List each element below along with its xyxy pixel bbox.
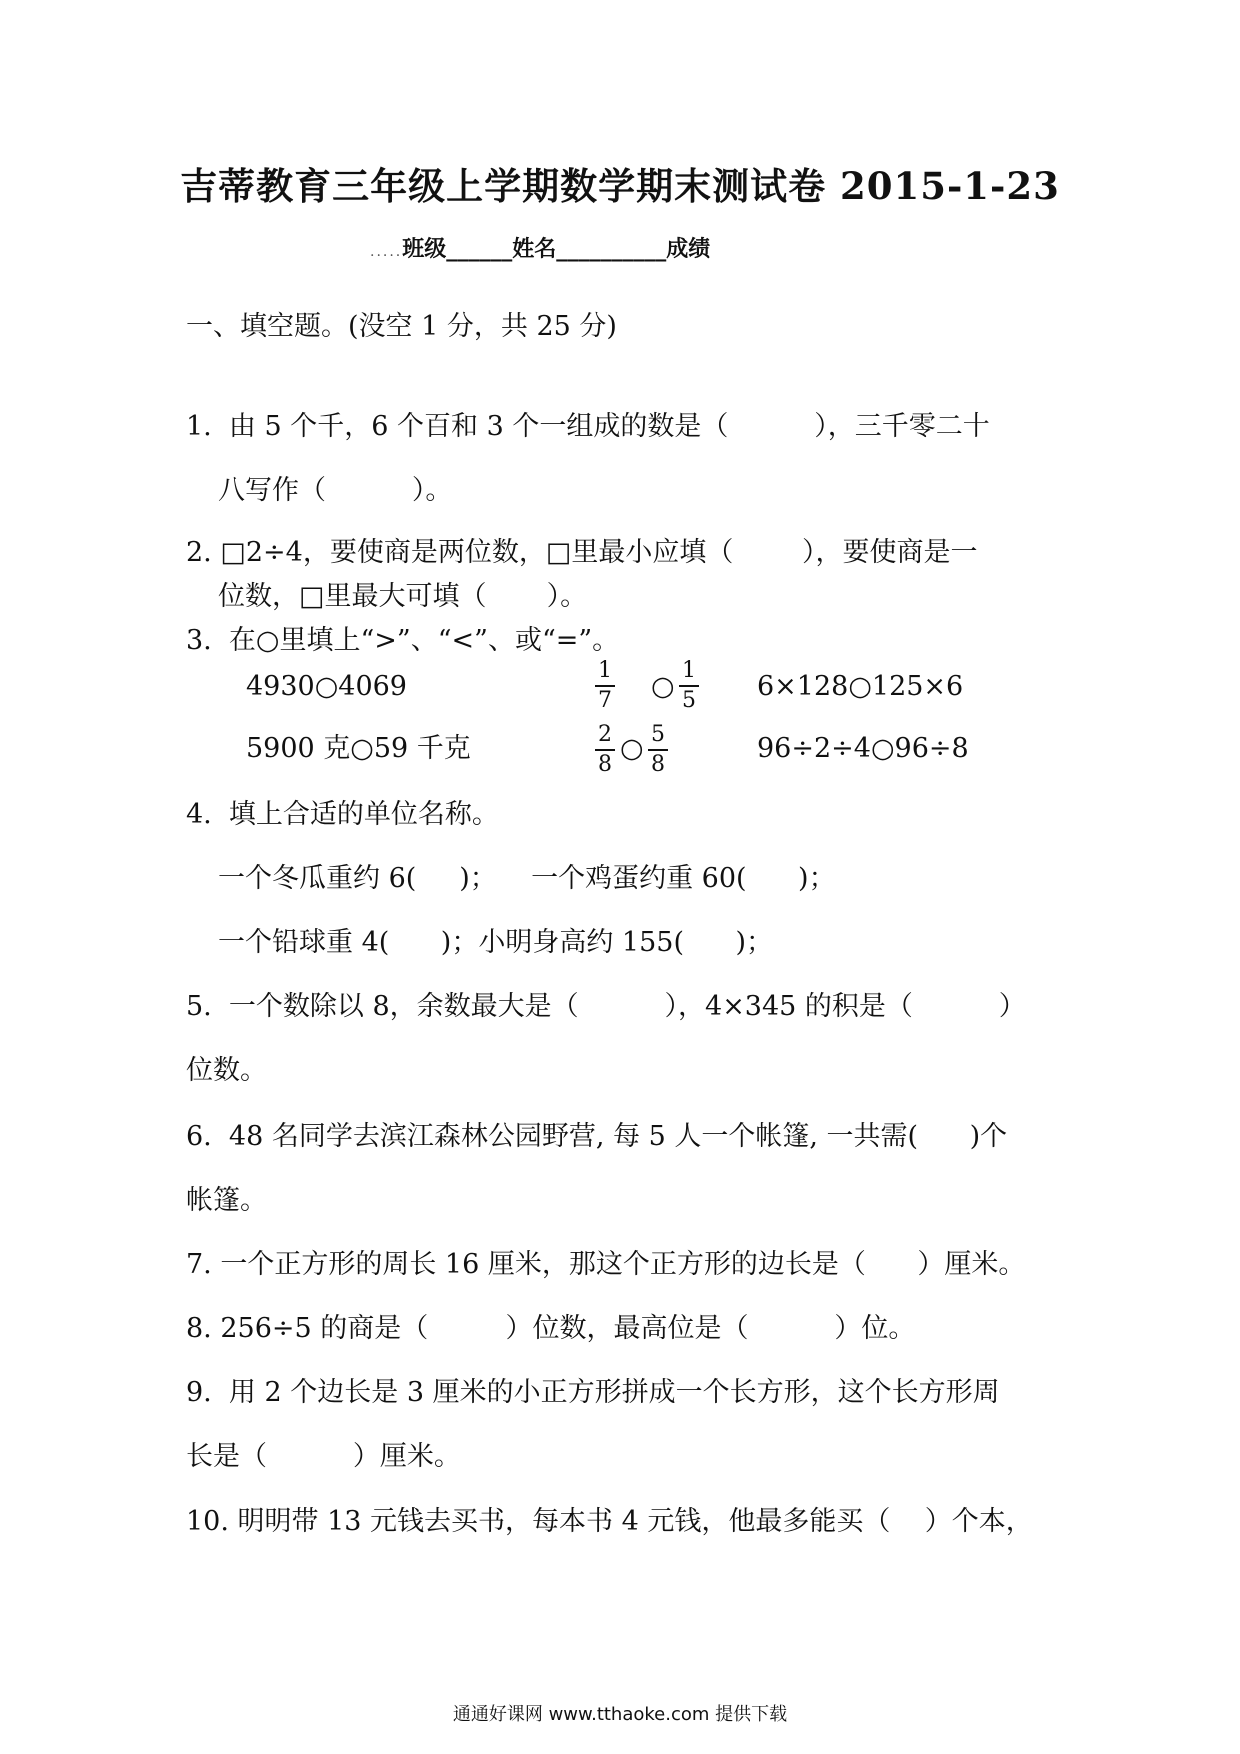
question-9-line-1: 9. 用 2 个边长是 3 厘米的小正方形拼成一个长方形，这个长方形周 bbox=[186, 1377, 1000, 1408]
exam-title: 吉蒂教育三年级上学期数学期末测试卷 2015-1-23 bbox=[180, 164, 1060, 208]
class-blank: ______ bbox=[446, 236, 513, 262]
name-label: 姓名 bbox=[512, 236, 557, 262]
question-4: 4. 填上合适的单位名称。 bbox=[186, 799, 499, 830]
question-4-line-2: 一个铅球重 4( )；小明身高约 155( )； bbox=[218, 927, 774, 958]
fraction-2-8 bbox=[593, 722, 617, 778]
footer-source: 通通好课网 www.tthaoke.com 提供下载 bbox=[452, 1704, 788, 1725]
fraction-numerator: 1 bbox=[682, 658, 696, 683]
compare-circle: ○ bbox=[620, 733, 644, 764]
class-label: 班级 bbox=[402, 236, 447, 262]
compare-division: 96÷2÷4○96÷8 bbox=[757, 733, 969, 764]
question-6-line-1: 6. 48 名同学去滨江森林公园野营, 每 5 人一个帐篷, 一共需( )个 bbox=[186, 1121, 1008, 1152]
student-info-line bbox=[370, 232, 710, 263]
question-2-line-2: 位数，□里最大可填（ ）。 bbox=[218, 581, 588, 612]
compare-circle: ○ bbox=[651, 671, 675, 702]
fraction-1-5 bbox=[677, 658, 701, 714]
fraction-denominator: 7 bbox=[598, 688, 612, 713]
fraction-bar bbox=[679, 685, 699, 687]
question-5-line-2: 位数。 bbox=[186, 1055, 267, 1086]
compare-4930-4069: 4930○4069 bbox=[246, 671, 407, 702]
question-1-line-1: 1. 由 5 个千，6 个百和 3 个一组成的数是（ ），三千零二十 bbox=[186, 411, 990, 442]
fraction-numerator: 2 bbox=[598, 722, 612, 747]
score-label: 成绩 bbox=[666, 236, 711, 262]
compare-multiplication: 6×128○125×6 bbox=[757, 671, 964, 702]
fraction-bar bbox=[595, 685, 615, 687]
fraction-denominator: 8 bbox=[598, 752, 612, 777]
question-10: 10. 明明带 13 元钱去买书，每本书 4 元钱，他最多能买（ ）个本， bbox=[186, 1506, 1033, 1537]
question-1-line-2: 八写作（ ）。 bbox=[218, 475, 453, 506]
question-4-line-1: 一个冬瓜重约 6( )； 一个鸡蛋约重 60( )； bbox=[218, 863, 836, 894]
info-dots: ..... bbox=[370, 244, 403, 260]
fraction-5-8 bbox=[646, 722, 670, 778]
name-blank: __________ bbox=[556, 236, 667, 262]
fraction-denominator: 8 bbox=[651, 752, 665, 777]
question-3: 3. 在○里填上“>”、“<”、或“=”。 bbox=[186, 625, 620, 656]
question-9-line-2: 长是（ ）厘米。 bbox=[186, 1441, 461, 1472]
fraction-numerator: 1 bbox=[598, 658, 612, 683]
fraction-bar bbox=[648, 749, 668, 751]
section-heading: 一、填空题。(没空 1 分，共 25 分) bbox=[186, 311, 617, 342]
question-5-line-1: 5. 一个数除以 8，余数最大是（ ），4×345 的积是（ ） bbox=[186, 991, 1026, 1022]
fraction-1-7 bbox=[593, 658, 617, 714]
question-7: 7. 一个正方形的周长 16 厘米，那这个正方形的边长是（ ）厘米。 bbox=[186, 1249, 1026, 1280]
compare-grams-kilograms: 5900 克○59 千克 bbox=[246, 733, 471, 764]
fraction-bar bbox=[595, 749, 615, 751]
question-2-line-1: 2. □2÷4，要使商是两位数，□里最小应填（ ），要使商是一 bbox=[186, 537, 978, 568]
question-8: 8. 256÷5 的商是（ ）位数，最高位是（ ）位。 bbox=[186, 1313, 916, 1344]
fraction-numerator: 5 bbox=[651, 722, 665, 747]
fraction-denominator: 5 bbox=[682, 688, 696, 713]
question-6-line-2: 帐篷。 bbox=[186, 1185, 267, 1216]
